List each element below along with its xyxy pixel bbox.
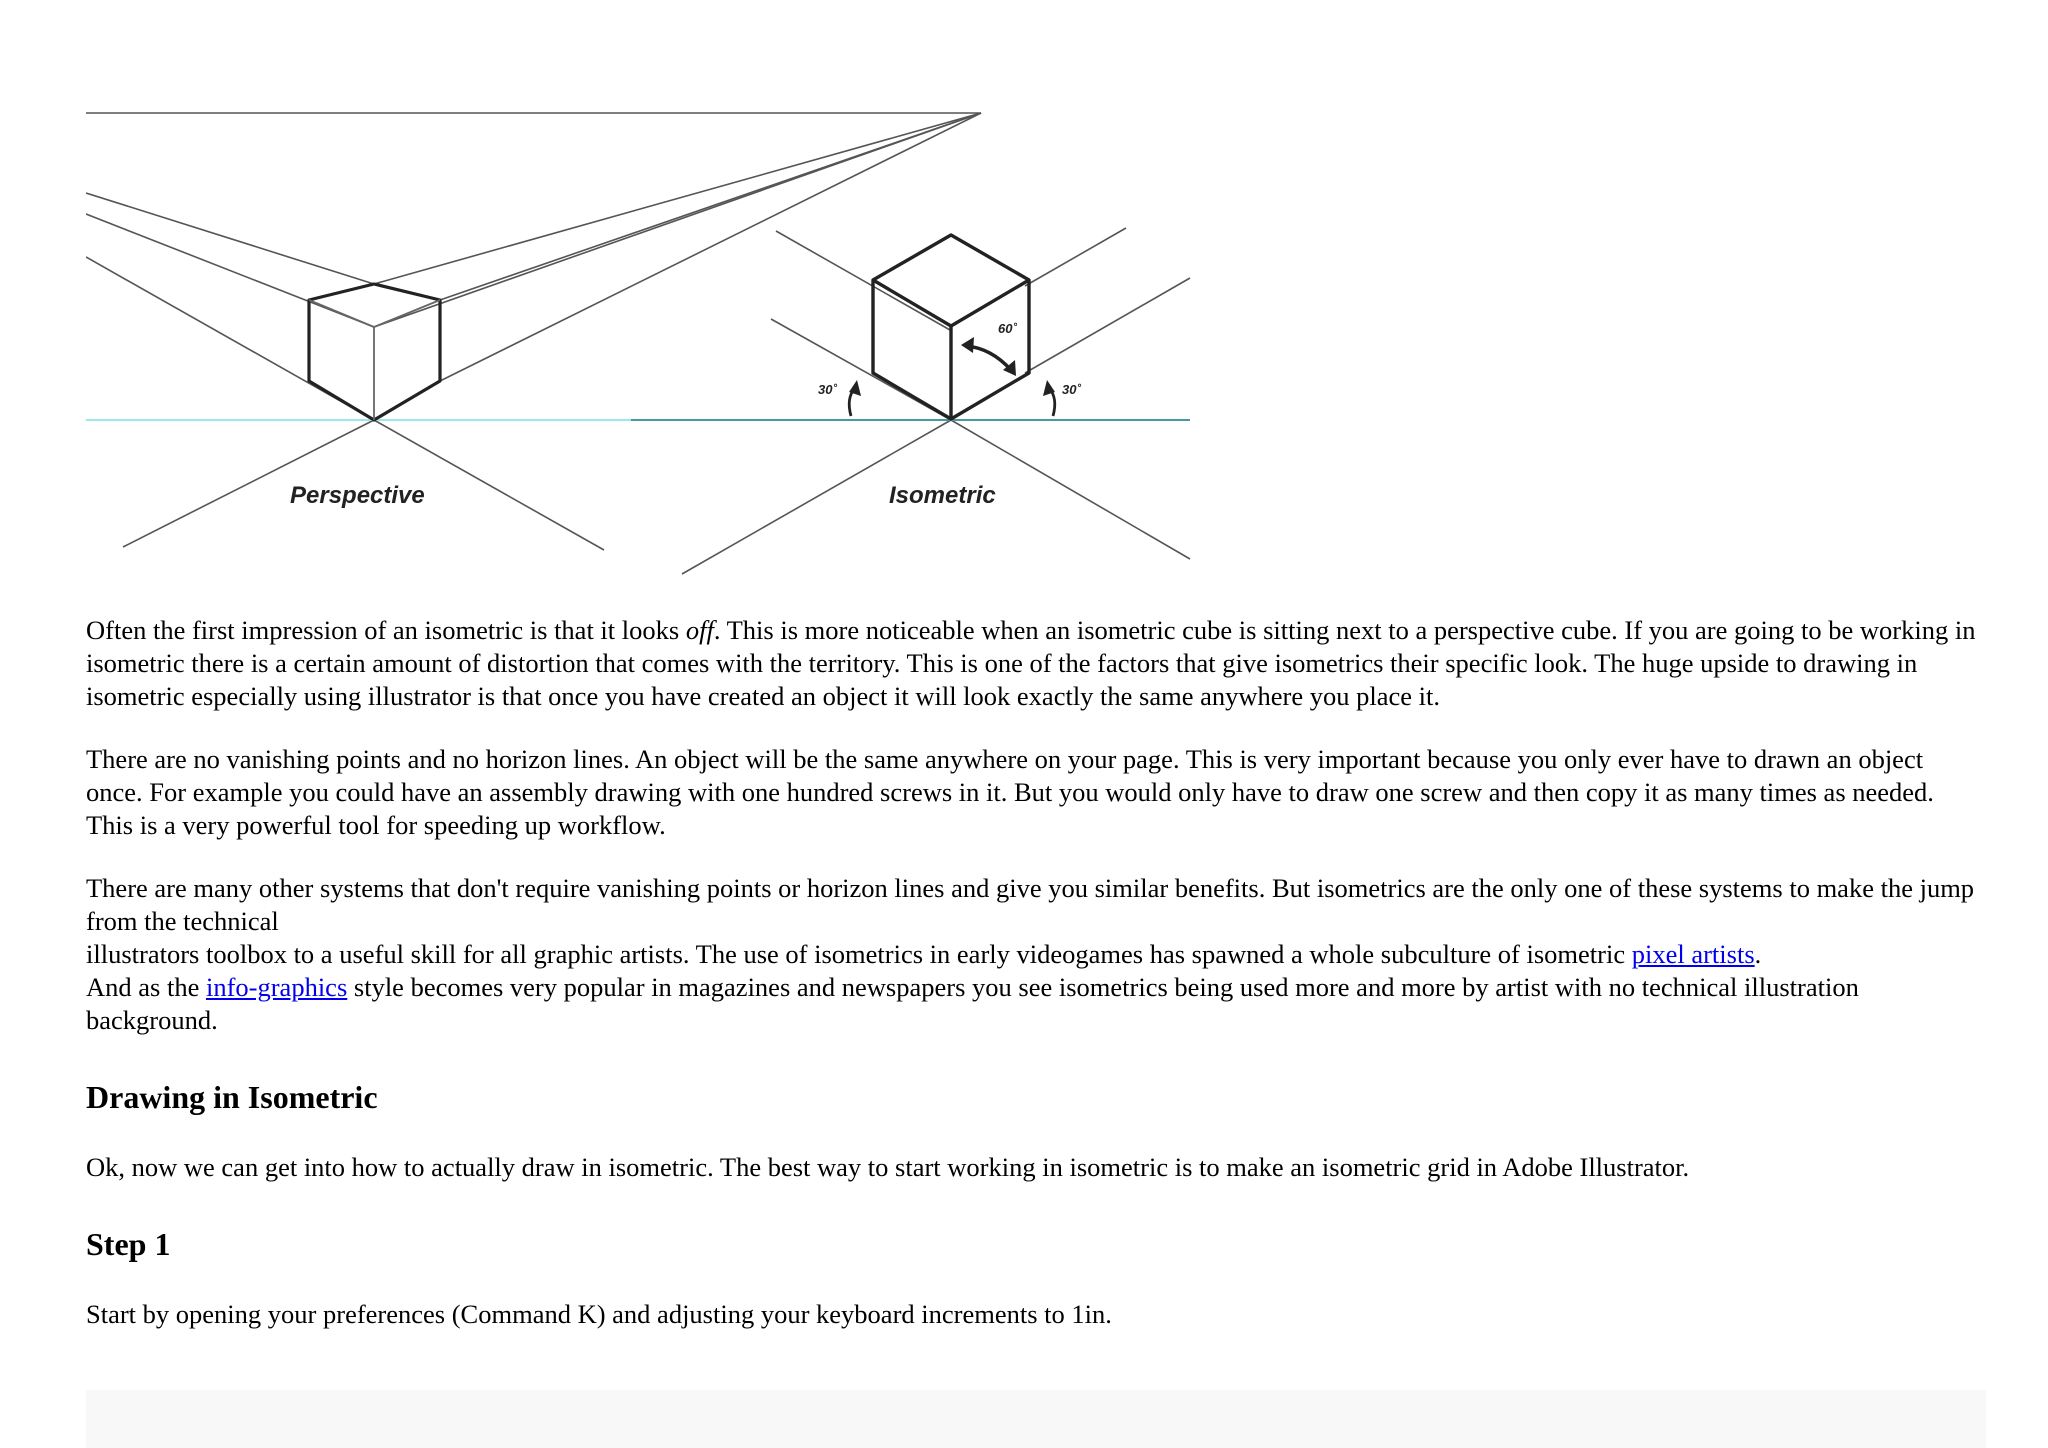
- text-span: There are many other systems that don't require vanishing points or horizon lines and give you similar benefits. But isometrics are the only one of these systems to make the jump from the technical: [86, 873, 1975, 936]
- emphasis-off: off: [685, 615, 714, 645]
- arrowhead: [961, 337, 974, 353]
- paragraph-no-vanishing-points: There are no vanishing points and no horizon lines. An object will be the same anywhere on your page. This is very important because you only ever have to drawn an object once. For example you could have an assembly drawing with one hundred screws in it. But you would only have to draw one screw and then copy it as many times as needed. This is a very powerful tool for speeding up workflow.: [86, 744, 1934, 840]
- next-image-placeholder: [86, 1390, 1986, 1448]
- text-span: And as the: [86, 972, 206, 1002]
- isometric-drawing: [682, 228, 1190, 574]
- vanishing-line: [440, 113, 981, 300]
- comparison-diagram: [86, 100, 1196, 590]
- vanishing-line: [374, 113, 981, 284]
- axis-line: [1025, 278, 1190, 373]
- axis-line: [1025, 228, 1126, 286]
- angle-label-60: 60˚: [998, 321, 1017, 336]
- paragraph-intro: [86, 614, 1986, 713]
- heading-step-1: Step 1: [86, 1226, 171, 1262]
- angle-label-30-right: 30˚: [1062, 382, 1081, 397]
- text-span: illustrators toolbox to a useful skill for all graphic artists. The use of isometrics in early videogames has spawned a whole subculture of isometric: [86, 939, 1632, 969]
- axis-line: [776, 231, 950, 330]
- text-span: style becomes very popular in magazines and newspapers you see isometrics being used more and more by artist with no technical illustration background.: [86, 972, 1859, 1035]
- perspective-cube-inner: [309, 300, 440, 420]
- paragraph-how-to: Ok, now we can get into how to actually draw in isometric. The best way to start working in isometric is to make an isometric grid in Adobe Illustrator.: [86, 1152, 1690, 1182]
- text-span: . This is more noticeable when an isometric cube is sitting next to a perspective cube. If you are going to be working in isometric there is a certain amount of distortion that comes with the territory. This is one of the factors that give isometrics their specific look. The huge upside to drawing in isometric especially using illustrator is that once you have created an object it will look exactly the same anywhere you place it.: [86, 615, 1976, 711]
- pixel-artists-link[interactable]: pixel artists: [1631, 939, 1755, 969]
- perspective-drawing: [86, 113, 981, 550]
- heading-drawing-in-isometric: Drawing in Isometric: [86, 1079, 378, 1115]
- vanishing-line: [440, 113, 981, 381]
- paragraph-step-1: Start by opening your preferences (Command K) and adjusting your keyboard increments to 1in.: [86, 1299, 1112, 1329]
- article-body: [86, 614, 1986, 1361]
- info-graphics-link[interactable]: info-graphics: [205, 972, 348, 1002]
- text-span: .: [1754, 939, 1762, 969]
- isometric-label: Isometric: [889, 482, 996, 509]
- perspective-label: Perspective: [290, 482, 425, 509]
- angle-label-30-left: 30˚: [818, 382, 837, 397]
- perspective-vs-isometric-figure: [86, 100, 1196, 590]
- text-span: Often the first impression of an isometric is that it looks: [86, 615, 686, 645]
- paragraph-other-systems: [86, 872, 1986, 1037]
